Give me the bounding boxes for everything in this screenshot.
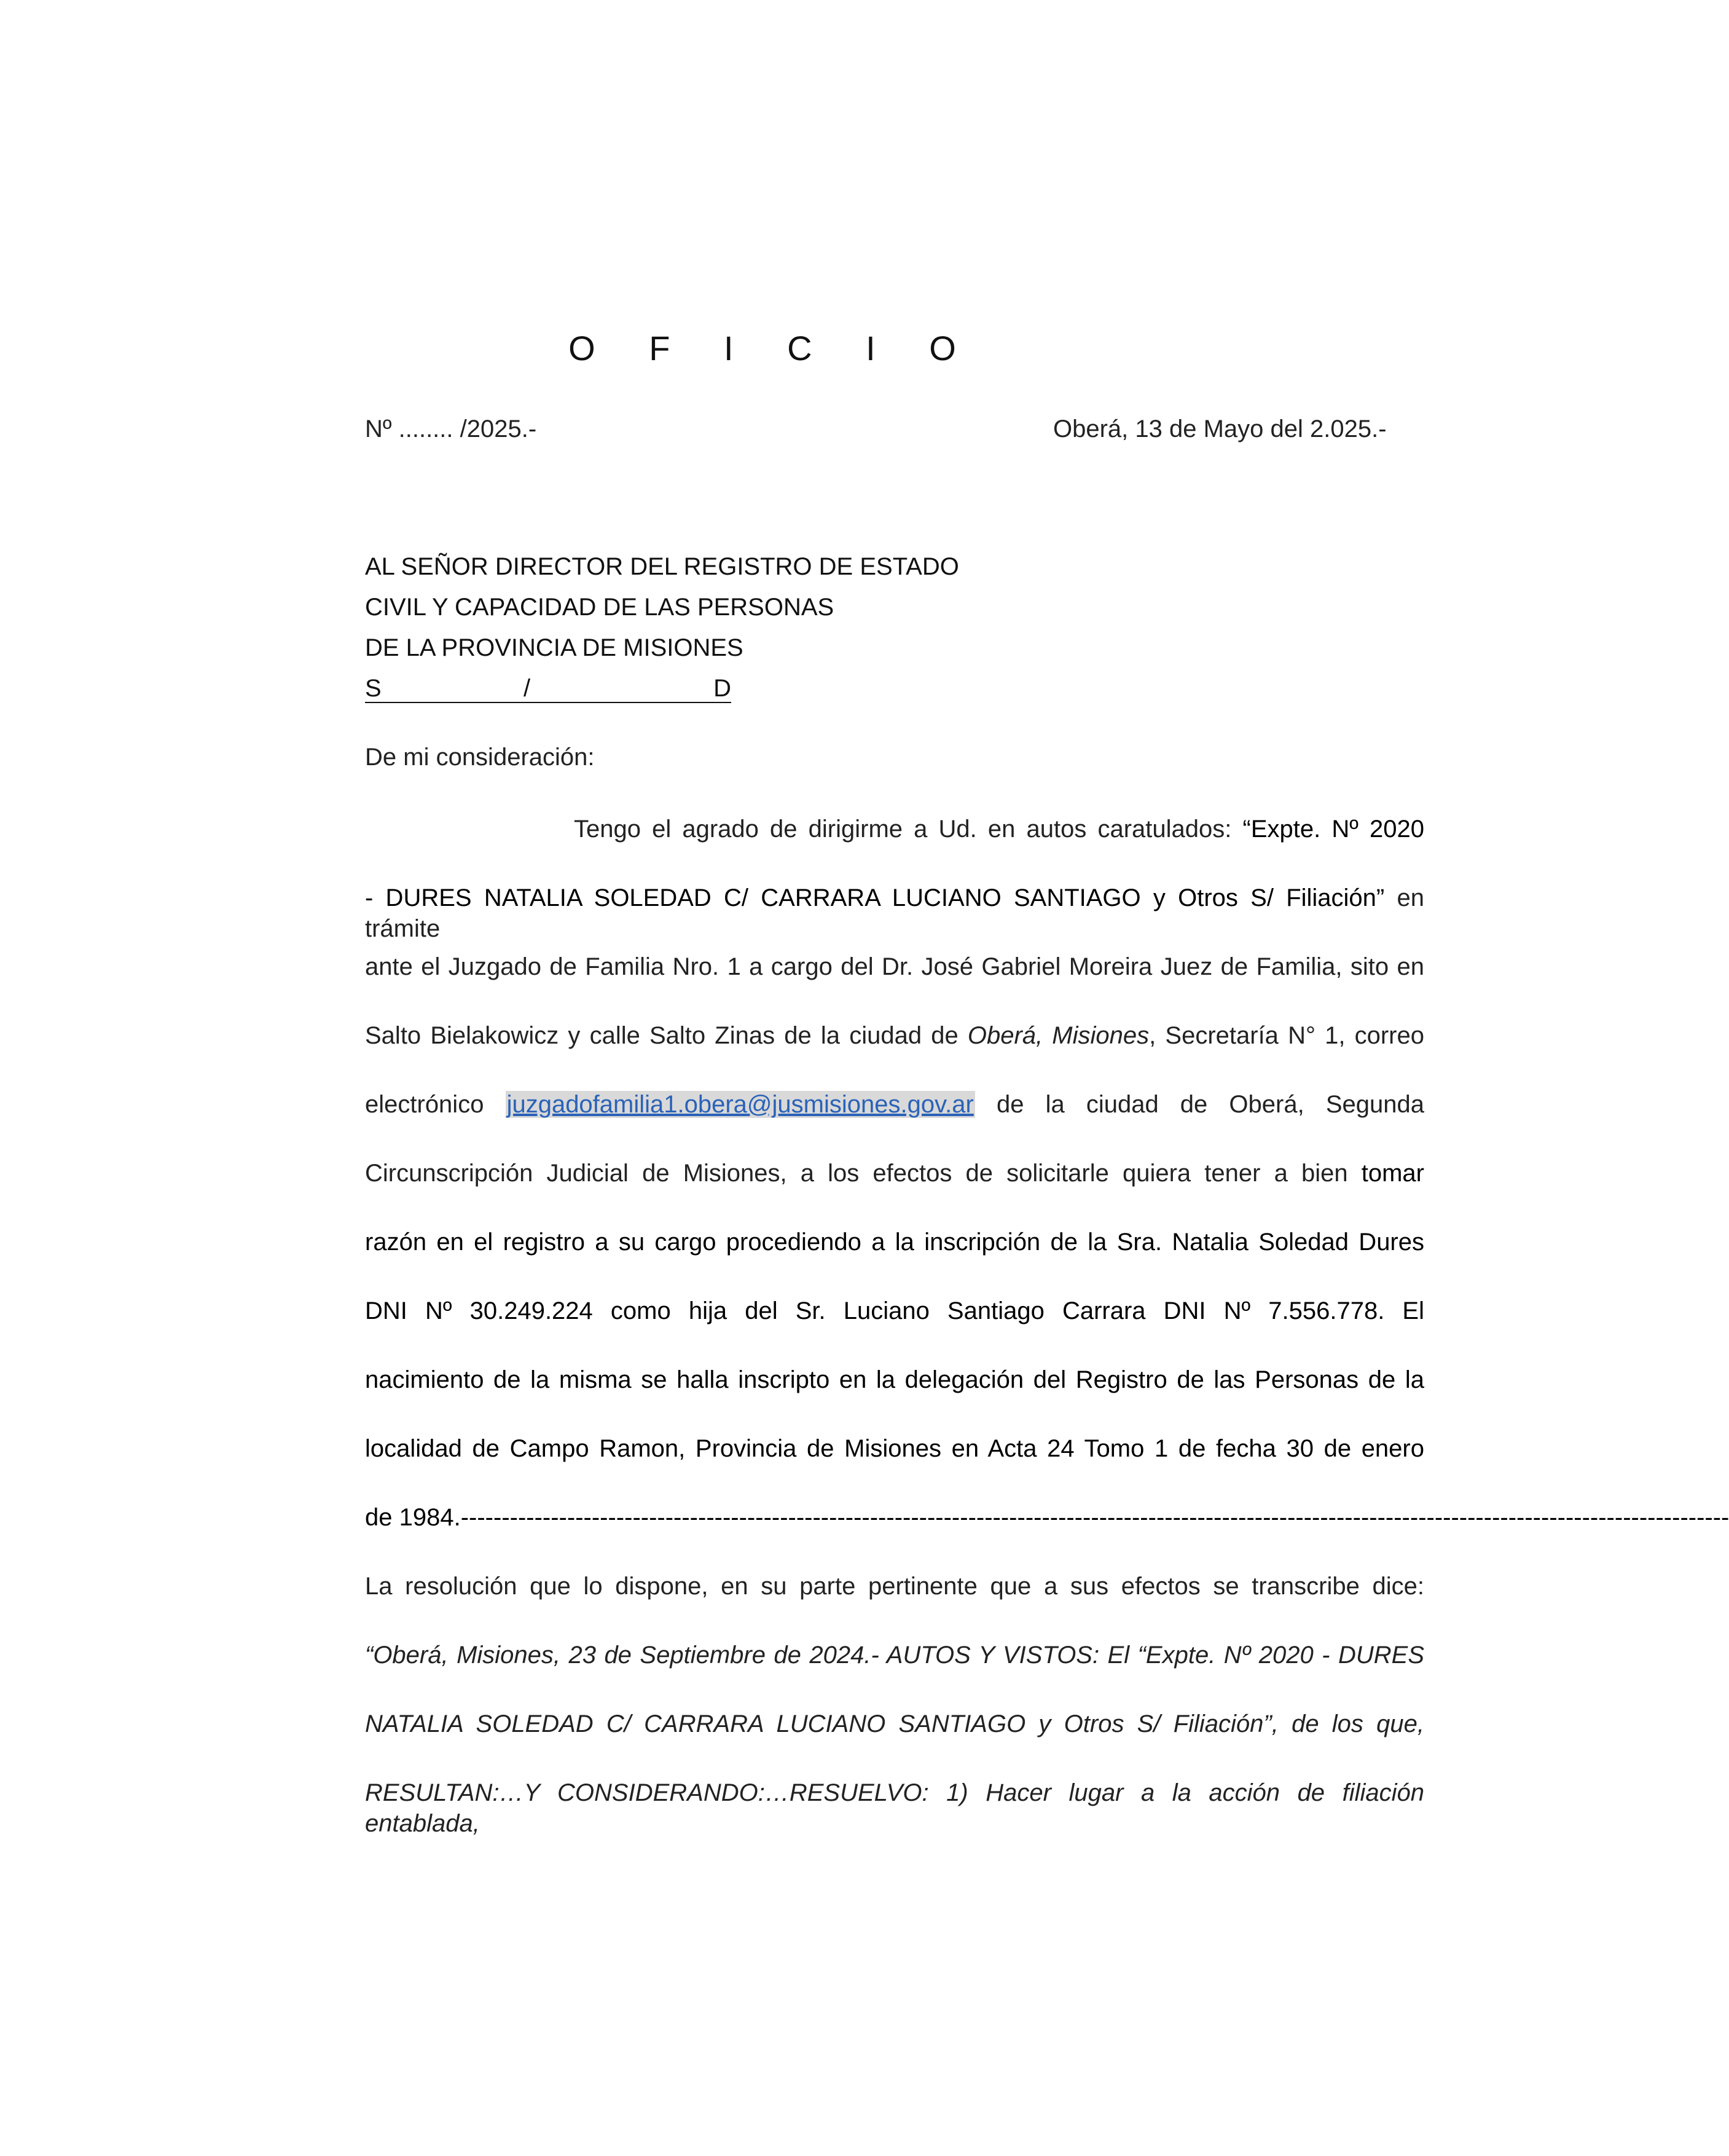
body-text: Circunscripción Judicial de Misiones, a los efectos de solicitarle quiera tener a bien bbox=[365, 1160, 1348, 1187]
oficio-date: Oberá, 13 de Mayo del 2.025.- bbox=[1053, 415, 1387, 443]
body-line-14: NATALIA SOLEDAD C/ CARRARA LUCIANO SANTIAGO y Otros S/ Filiación”, de los que, bbox=[365, 1710, 1424, 1737]
body-line-3: ante el Juzgado de Familia Nro. 1 a cargo del Dr. José Gabriel Moreira Juez de Familia, sito en bbox=[365, 953, 1424, 980]
request-text: tomar bbox=[1361, 1160, 1424, 1187]
city-name: Oberá, Misiones bbox=[967, 1022, 1150, 1049]
sd-slash: / bbox=[523, 675, 531, 702]
addressee-line-2: CIVIL Y CAPACIDAD DE LAS PERSONAS bbox=[365, 594, 834, 621]
sd-abbreviation bbox=[365, 675, 731, 703]
sd-s: S bbox=[365, 675, 382, 702]
page-title: O F I C I O bbox=[568, 329, 978, 368]
body-line-5 bbox=[365, 1089, 1424, 1120]
body-text: Salto Bielakowicz y calle Salto Zinas de la ciudad de bbox=[365, 1022, 959, 1049]
body-line-13: “Oberá, Misiones, 23 de Septiembre de 2024.- AUTOS Y VISTOS: El “Expte. Nº 2020 - DURES bbox=[365, 1642, 1424, 1669]
salutation: De mi consideración: bbox=[365, 744, 595, 771]
body-text: , Secretaría N° 1, correo bbox=[1149, 1022, 1424, 1049]
body-line-10: localidad de Campo Ramon, Provincia de Misiones en Acta 24 Tomo 1 de fecha 30 de enero bbox=[365, 1435, 1424, 1462]
case-reference: “Expte. Nº 2020 bbox=[1242, 816, 1424, 843]
body-line-2 bbox=[365, 883, 1424, 944]
body-line-15: RESULTAN:…Y CONSIDERANDO:…RESUELVO: 1) Hacer lugar a la acción de filiación entablada, bbox=[365, 1779, 1424, 1837]
body-line-1 bbox=[574, 814, 1424, 844]
body-text: de 1984.- bbox=[365, 1504, 469, 1531]
body-line-11 bbox=[365, 1502, 1729, 1533]
body-text: electrónico bbox=[365, 1091, 484, 1118]
body-line-8: DNI Nº 30.249.224 como hija del Sr. Luciano Santiago Carrara DNI Nº 7.556.778. El bbox=[365, 1297, 1424, 1324]
court-email-link[interactable]: juzgadofamilia1.obera@jusmisiones.gov.ar bbox=[506, 1091, 974, 1118]
dash-filler: ---------------------------------------------------------------------------------------------------------------------------------------------------------- bbox=[469, 1504, 1729, 1531]
addressee-line-1: AL SEÑOR DIRECTOR DEL REGISTRO DE ESTADO bbox=[365, 553, 959, 580]
body-line-4 bbox=[365, 1020, 1424, 1051]
oficio-number: Nº ........ /2025.- bbox=[365, 415, 537, 443]
body-text: Tengo el agrado de dirigirme a Ud. en autos caratulados: bbox=[574, 816, 1232, 843]
body-line-6 bbox=[365, 1158, 1424, 1189]
addressee-line-3: DE LA PROVINCIA DE MISIONES bbox=[365, 634, 743, 661]
body-line-12: La resolución que lo dispone, en su parte pertinente que a sus efectos se transcribe dice: bbox=[365, 1573, 1424, 1600]
body-text: en trámite bbox=[365, 884, 1424, 942]
sd-d: D bbox=[713, 675, 731, 702]
case-caption: - DURES NATALIA SOLEDAD C/ CARRARA LUCIANO SANTIAGO y Otros S/ Filiación” bbox=[365, 884, 1385, 911]
body-line-7: razón en el registro a su cargo procediendo a la inscripción de la Sra. Natalia Soledad Dures bbox=[365, 1229, 1424, 1256]
body-text: de la ciudad de Oberá, Segunda bbox=[996, 1091, 1424, 1118]
body-line-9: nacimiento de la misma se halla inscripto en la delegación del Registro de las Personas de la bbox=[365, 1366, 1424, 1393]
